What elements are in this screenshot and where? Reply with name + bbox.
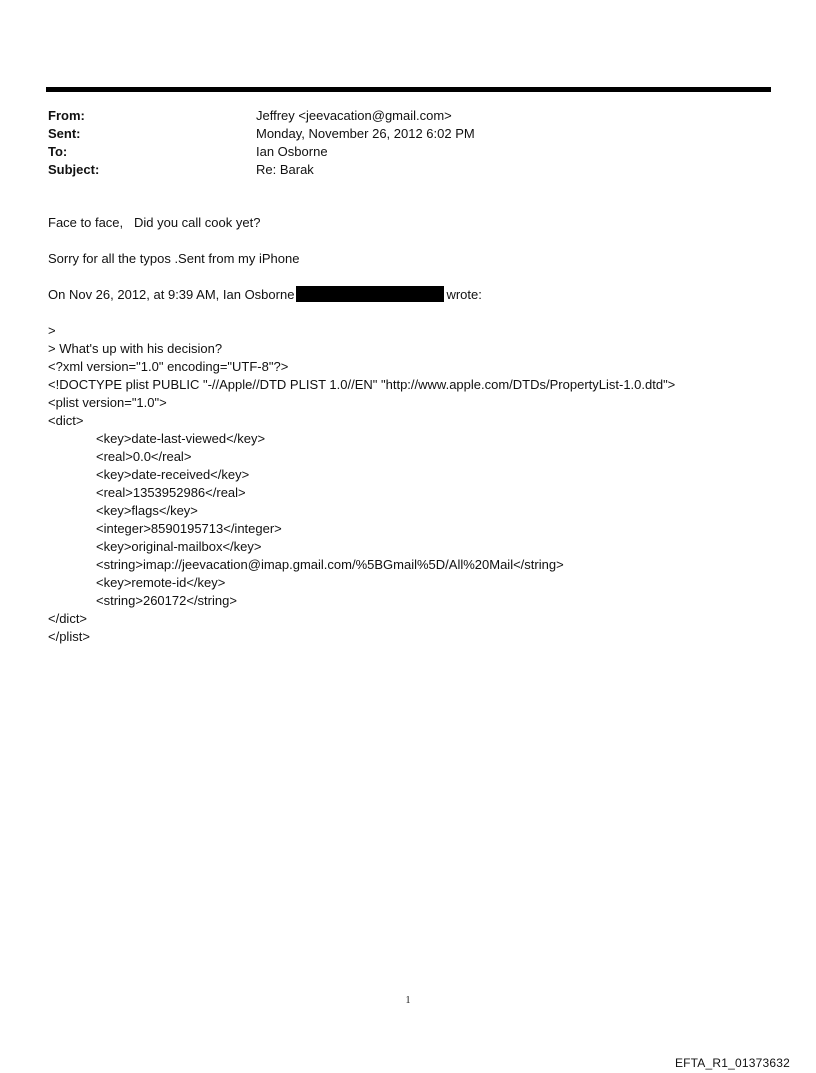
sent-row: [48, 125, 748, 143]
quote-attribution-prefix: On Nov 26, 2012, at 9:39 AM, Ian Osborne: [48, 287, 295, 302]
plist-entry: <key>date-received</key>: [96, 467, 250, 482]
dict-open-tag: <dict>: [48, 413, 84, 428]
header-rule: [46, 87, 771, 92]
redaction-box: [296, 286, 444, 302]
body-line: Face to face, Did you call cook yet?: [48, 215, 261, 230]
subject-row: [48, 161, 748, 179]
sent-label: Sent:: [48, 126, 81, 141]
plist-entry: <real>1353952986</real>: [96, 485, 246, 500]
spacer: [48, 268, 788, 286]
plist-xml-declaration: <?xml version="1.0" encoding="UTF-8"?>: [48, 359, 289, 374]
plist-close-tag: </plist>: [48, 629, 90, 644]
dict-close-tag: </dict>: [48, 611, 88, 626]
quote-attribution: [48, 286, 788, 304]
from-value: Jeffrey <jeevacation@gmail.com>: [256, 108, 452, 123]
plist-entry: <real>0.0</real>: [96, 449, 192, 464]
spacer: [48, 304, 788, 322]
to-label: To:: [48, 144, 68, 159]
document-id: EFTA_R1_01373632: [674, 1056, 790, 1070]
subject-value: Re: Barak: [256, 162, 314, 177]
from-label: From:: [48, 108, 85, 123]
plist-entry: <string>260172</string>: [96, 593, 237, 608]
quoted-line: >: [48, 323, 56, 338]
quote-attribution-suffix: wrote:: [446, 287, 482, 302]
quoted-line: > What's up with his decision?: [48, 341, 223, 356]
spacer: [48, 232, 788, 250]
from-row: [48, 107, 748, 125]
page-number: 1: [405, 995, 411, 1006]
email-header: [48, 107, 748, 179]
plist-entry: <key>remote-id</key>: [96, 575, 226, 590]
plist-doctype: <!DOCTYPE plist PUBLIC "-//Apple//DTD PLIST 1.0//EN" "http://www.apple.com/DTDs/PropertyList-1.0.dtd">: [48, 377, 676, 392]
to-value: Ian Osborne: [256, 144, 328, 159]
to-row: [48, 143, 748, 161]
plist-entry: <string>imap://jeevacation@imap.gmail.com/%5BGmail%5D/All%20Mail</string>: [96, 557, 564, 572]
signature-line: Sorry for all the typos .Sent from my iPhone: [48, 251, 300, 266]
plist-entry: <key>original-mailbox</key>: [96, 539, 262, 554]
plist-open-tag: <plist version="1.0">: [48, 395, 167, 410]
plist-entry: <key>flags</key>: [96, 503, 198, 518]
sent-value: Monday, November 26, 2012 6:02 PM: [256, 126, 475, 141]
subject-label: Subject:: [48, 162, 100, 177]
plist-entry: <key>date-last-viewed</key>: [96, 431, 266, 446]
plist-entry: <integer>8590195713</integer>: [96, 521, 282, 536]
email-body: [48, 214, 788, 646]
